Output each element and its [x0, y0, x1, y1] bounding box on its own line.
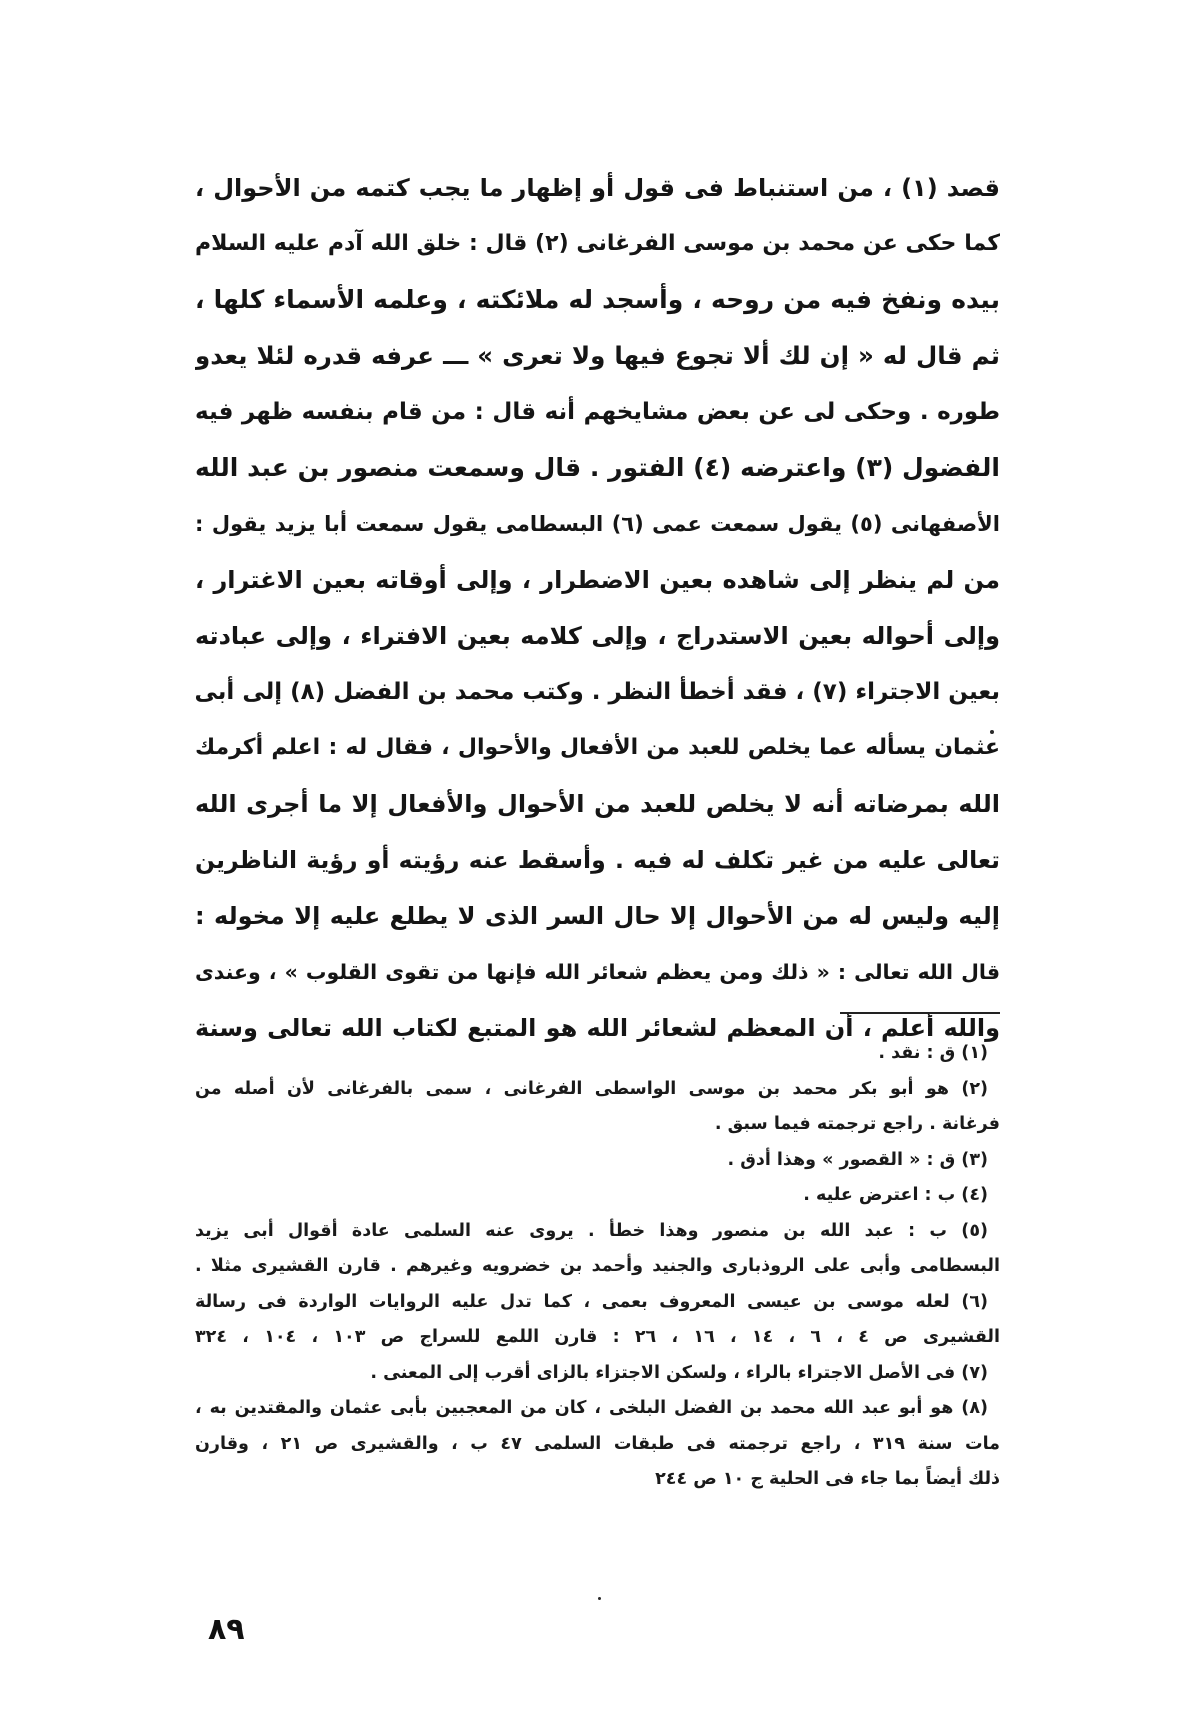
body-line: والله أعلم ، أن المعظم لشعائر الله هو المتبع لكتاب الله تعالى وسنة	[195, 1014, 1000, 1042]
body-line: طوره . وحكى لى عن بعض مشايخهم أنه قال : من قام بنفسه ظهر فيه	[195, 399, 1000, 425]
footnote-line: (١) ق : نقد .	[878, 1043, 988, 1063]
footnote-separator-rule	[840, 1012, 1000, 1014]
footnote-line: ذلك أيضاً بما جاء فى الحلية ج ١٠ ص ٢٤٤	[655, 1469, 1000, 1489]
footnote-line: (٧) فى الأصل الاجتراء بالراء ، ولسكن الاجتزاء بالزاى أقرب إلى المعنى .	[370, 1362, 988, 1383]
body-line: ثم قال له « إن لك ألا تجوع فيها ولا تعرى » ـــ عرفه قدره لئلا يعدو	[195, 341, 1000, 370]
body-line: كما حكى عن محمد بن موسى الفرغانى (٢) قال : خلق الله آدم عليه السلام	[195, 231, 1000, 256]
body-line: قصد (١) ، من استنباط فى قول أو إظهار ما يجب كتمه من الأحوال ،	[195, 174, 1000, 202]
footnotes-block	[195, 1036, 1000, 1498]
body-line: من لم ينظر إلى شاهده بعين الاضطرار ، وإلى أوقاته بعين الاغترار ،	[195, 566, 1000, 594]
body-line: الله بمرضاته أنه لا يخلص للعبد من الأحوال والأفعال إلا ما أجرى الله	[195, 790, 1000, 818]
print-speck	[990, 730, 994, 734]
body-line: الفضول (٣) واعترضه (٤) الفتور . قال وسمعت منصور بن عبد الله	[195, 453, 1000, 482]
body-line: الأصفهانى (٥) يقول سمعت عمى (٦) البسطامى يقول سمعت أبا يزيد يقول :	[195, 512, 1000, 536]
footnote-line: (٣) ق : « القصور » وهذا أدق .	[727, 1149, 988, 1170]
footnote-line: القشيرى ص ٤ ، ٦ ، ١٤ ، ١٦ ، ٢٦ : قارن اللمع للسراج ص ١٠٣ ، ١٠٤ ، ٣٢٤	[195, 1327, 1000, 1347]
body-line: عثمان يسأله عما يخلص للعبد من الأفعال والأحوال ، فقال له : اعلم أكرمك	[195, 735, 1000, 760]
footnote-line: (٢) هو أبو بكر محمد بن موسى الواسطى الفرغانى ، سمى بالفرغانى لأن أصله من	[195, 1078, 988, 1099]
footnote-line: مات سنة ٣١٩ ، راجع ترجمته فى طبقات السلمى ٤٧ ب ، والقشيرى ص ٢١ ، وقارن	[195, 1433, 1000, 1454]
print-speck	[598, 1597, 601, 1600]
footnote-line: (٦) لعله موسى بن عيسى المعروف بعمى ، كما تدل عليه الروايات الواردة فى رسالة	[195, 1291, 988, 1312]
footnote-line: البسطامى وأبى على الروذبارى والجنيد وأحمد بن خضرويه وغيرهم . قارن القشيرى مثلا .	[195, 1256, 1000, 1276]
body-line: بعين الاجتراء (٧) ، فقد أخطأ النظر . وكتب محمد بن الفضل (٨) إلى أبى	[195, 679, 1000, 705]
footnote-line: (٨) هو أبو عبد الله محمد بن الفضل البلخى ، كان من المعجبين بأبى عثمان والمقتدين به ،	[195, 1398, 988, 1418]
footnote-line: فرغانة . راجع ترجمته فيما سبق .	[714, 1114, 1000, 1134]
page-number: ٨٩	[208, 1612, 245, 1647]
body-line: بيده ونفخ فيه من روحه ، وأسجد له ملائكته ، وعلمه الأسماء كلها ،	[195, 285, 1000, 314]
footnote-line: (٤) ب : اعترض عليه .	[803, 1185, 988, 1205]
main-body-text	[195, 160, 1000, 1056]
body-line: إليه وليس له من الأحوال إلا حال السر الذى لا يطلع عليه إلا مخوله :	[195, 902, 1000, 930]
body-line: وإلى أحواله بعين الاستدراج ، وإلى كلامه بعين الافتراء ، وإلى عبادته	[195, 622, 1000, 650]
body-line: قال الله تعالى : « ذلك ومن يعظم شعائر الله فإنها من تقوى القلوب » ، وعندى	[195, 960, 1000, 984]
footnote-line: (٥) ب : عبد الله بن منصور وهذا خطأ . يروى عنه السلمى عادة أقوال أبى يزيد	[195, 1220, 988, 1241]
body-line: تعالى عليه من غير تكلف له فيه . وأسقط عنه رؤيته أو رؤية الناظرين	[195, 846, 1000, 874]
